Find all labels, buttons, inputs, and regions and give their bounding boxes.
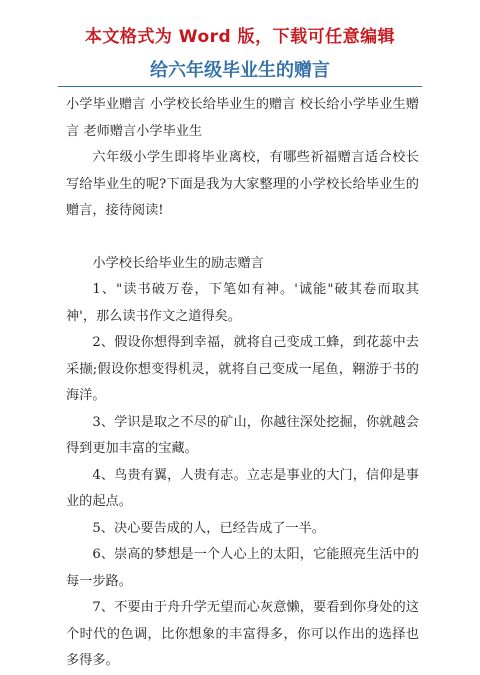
- list-item: 2、假设你想得到幸福，就将自己变成工蜂，到花蕊中去采撷;假设你想变得机灵，就将自己变成一尾鱼，翱游于书的海洋。: [66, 335, 419, 403]
- keywords-paragraph: 小学毕业赠言 小学校长给毕业生的赠言 校长给小学毕业生赠言 老师赠言小学毕业生: [66, 97, 419, 139]
- section-heading: 小学校长给毕业生的励志赠言: [92, 255, 264, 271]
- blank-line: [66, 225, 419, 251]
- list-item: 3、学识是取之不尽的矿山，你越往深处挖掘，你就越会得到更加丰富的宝藏。: [66, 414, 419, 456]
- list-item: 5、决心要告成的人，已经告成了一半。: [92, 520, 325, 536]
- document-body: [66, 92, 419, 675]
- intro-paragraph: 六年级小学生即将毕业离校，有哪些祈福赠言适合校长写给毕业生的呢?下面是我为大家整理的小学校长给毕业生的赠言，接待阅读!: [66, 150, 419, 218]
- title-divider: [58, 86, 422, 87]
- list-item: 6、崇高的梦想是一个人心上的太阳，它能照亮生活中的每一步路。: [66, 547, 419, 589]
- list-item: 1、"读书破万卷，下笔如有神。'诚能"破其卷而取其神'，那么读书作文之道得矣。: [66, 282, 419, 324]
- format-banner: 本文格式为 Word 版，下载可任意编辑: [84, 27, 396, 47]
- page-title: 给六年级毕业生的赠言: [150, 60, 330, 81]
- list-item: 7、不要由于舟升学无望而心灰意懒，要看到你身处的这个时代的色调，比你想象的丰富得多，你可以作出的选择也多得多。: [66, 600, 419, 668]
- list-item: 4、鸟贵有翼，人贵有志。立志是事业的大门，信仰是事业的起点。: [66, 467, 419, 509]
